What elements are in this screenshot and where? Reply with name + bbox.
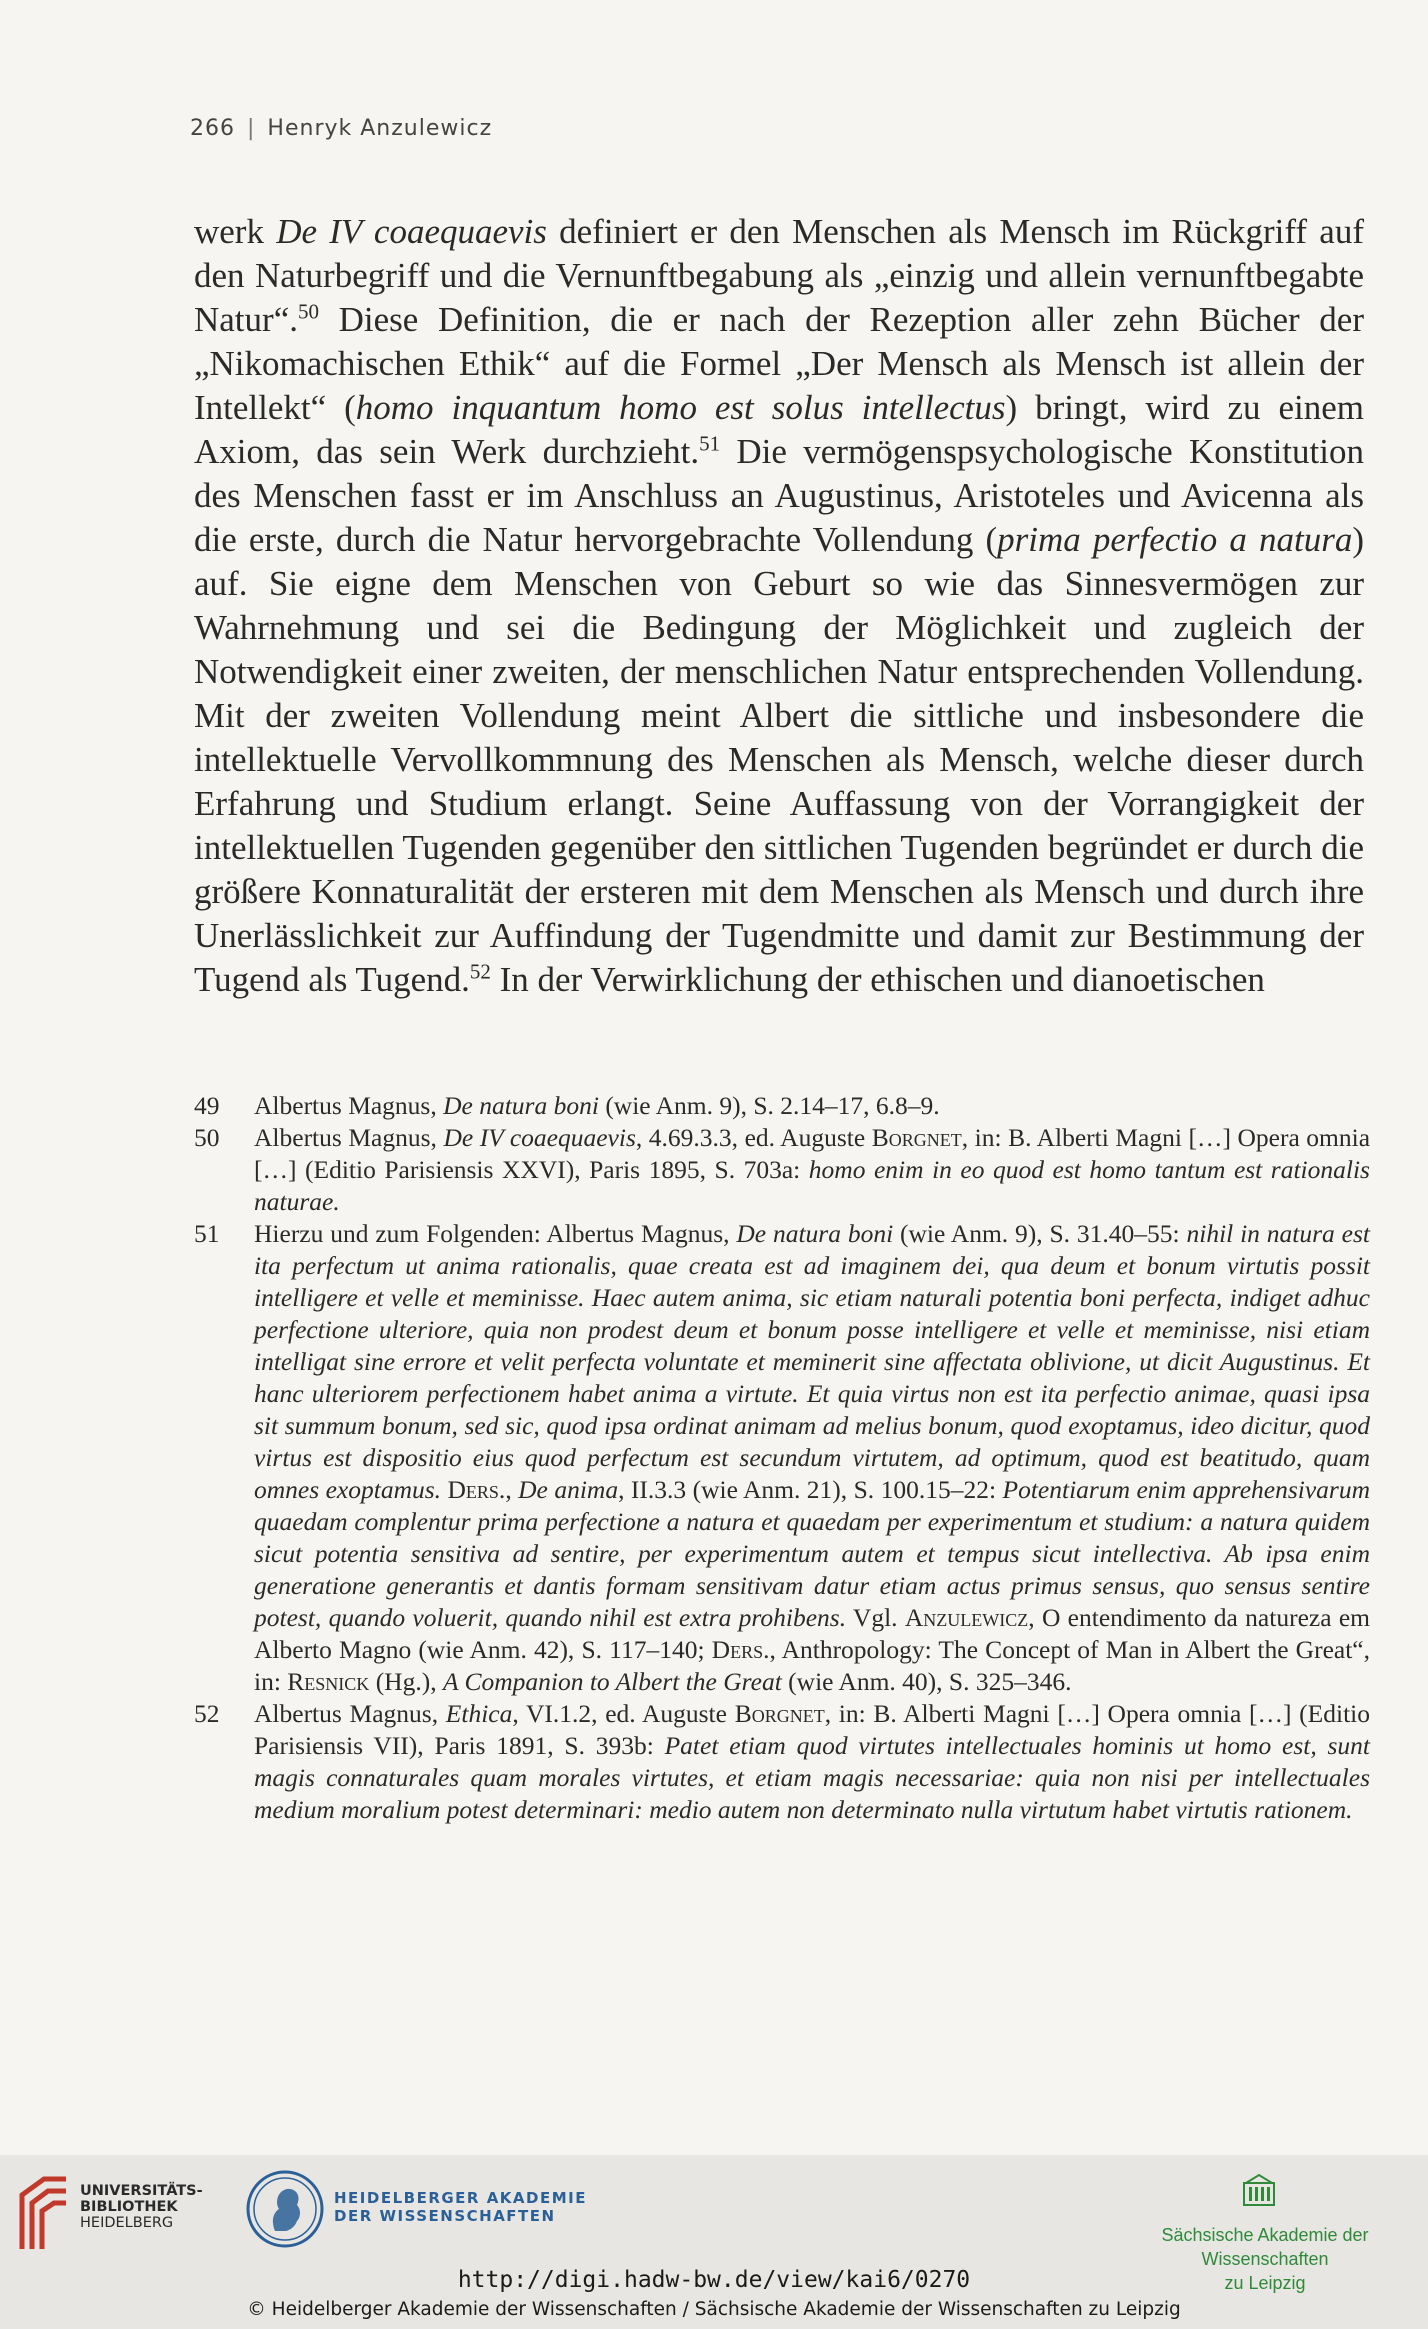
- saxon-academy-logo-icon[interactable]: [1242, 2173, 1276, 2207]
- hadw-label: HEIDELBERGER AKADEMIE DER WISSENSCHAFTEN: [334, 2189, 587, 2225]
- ub-heidelberg-label: UNIVERSITÄTS- BIBLIOTHEK HEIDELBERG: [80, 2183, 203, 2231]
- footnote-ref-52[interactable]: 52: [469, 959, 491, 984]
- digitization-banner: [0, 2155, 1428, 2329]
- footnote-50: 50 Albertus Magnus, De IV coaequaevis, 4.69.3.3, ed. Auguste Borgnet, in: B. Alberti Magni […] Opera omnia […] (Editio Parisiensis XXVI), Paris 1895, S. 703a: homo enim in eo quod est homo tantum est rationalis naturae.: [194, 1123, 1371, 1216]
- footnote-51: 51 Hierzu und zum Folgenden: Albertus Magnus, De natura boni (wie Anm. 9), S. 31.40–55: nihil in natura est ita perfectum ut anima rationalis, quae creata est ad imaginem dei, qua deum et bonum virtutis possit intelligere et velle et meminisse. Haec autem anima, sic etiam naturali potentia boni perfecta, indiget adhuc perfectione ulteriore, quia non prodest deum et bonum posse intelligere et velle et meminisse, nisi etiam intelligat sine errore et velit perfecta voluntate et meminerit sine affectata oblivione, ut dicit Augustinus. Et hanc ulteriorem perfectionem habet anima a virtute. Et quia virtus non est ita perfectio animae, quasi ipsa sit summum bonum, sed sic, quod ipsa ordinat animam ad melius bonum, quod exoptamus, ideo dicitur, quod virtus est dispositio eius quod perfectum est secundum virtutem, ad optimum, quod est beatitudo, quam omnes exoptamus. Ders., De anima, II.3.3 (wie Anm. 21), S. 100.15–22: Potentiarum enim apprehensivarum quaedam complentur prima perfectione a natura et quaedam per experimentum et studium: a natura quidem sicut potentia sensitiva ad sentire, per experimentum autem et tempus sicut intellectiva. Ab ipsa enim generatione generantis et dantis formam sensitivam datur etiam actus primus sensus, quo sensus sentire potest, quando voluerit, quando nihil est extra prohibens. Vgl. Anzulewicz, O entendimento da natureza em Alberto Magno (wie Anm. 42), S. 117–140; Ders., Anthropology: The Concept of Man in Albert the Great“, in: Resnick (Hg.), A Companion to Albert the Great (wie Anm. 40), S. 325–346.: [194, 1219, 1371, 1696]
- header-author: Henryk Anzulewicz: [267, 116, 493, 141]
- hadw-seal-icon[interactable]: [245, 2169, 325, 2249]
- header-separator: |: [247, 116, 256, 141]
- ub-heidelberg-logo-icon[interactable]: [14, 2175, 74, 2251]
- footnote-number: 50: [194, 1123, 220, 1152]
- footnote-number: 51: [194, 1219, 220, 1248]
- page-number: 266: [190, 116, 235, 141]
- running-header: [190, 116, 492, 141]
- footnote-49: 49 Albertus Magnus, De natura boni (wie Anm. 9), S. 2.14–17, 6.8–9.: [194, 1091, 940, 1120]
- footnote-number: 52: [194, 1699, 220, 1728]
- saxon-academy-label: Sächsische Akademie der Wissenschaften zu Leipzig: [1161, 2225, 1369, 2293]
- footnote-52: 52 Albertus Magnus, Ethica, VI.1.2, ed. Auguste Borgnet, in: B. Alberti Magni […] Opera omnia […] (Editio Parisiensis VII), Paris 1891, S. 393b: Patet etiam quod virtutes intellectuales hominis ut homo est, sunt magis connaturales quam morales virtutes, et etiam magis necessariae: quia non nisi per intellectuales medium moralium potest determinari: medio autem non determinato nulla virtutum habet virtutis rationem.: [194, 1699, 1370, 1824]
- copyright-notice: © Heidelberger Akademie der Wissenschaften / Sächsische Akademie der Wissenschaften zu Leipzig: [247, 2299, 1181, 2320]
- footnotes: [194, 1090, 1370, 1826]
- footnote-ref-51[interactable]: 51: [699, 431, 721, 456]
- footnote-number: 49: [194, 1091, 220, 1120]
- body-paragraph: werk De IV coaequaevis definiert er den Menschen als Mensch im Rückgriff auf den Naturbegriff und die Vernunftbegabung als „einzig und allein vernunftbegabte Natur“.$^{50}$ Diese Definition, die er nach der Rezeption aller zehn Bücher der „Nikomachischen Ethik“ auf die Formel „Der Mensch als Mensch ist allein der Intellekt“ (homo inquantum homo est solus intellectus) bringt, wird zu einem Axiom, das sein Werk durchzieht.$^{51}$ Die vermögenspsychologische Konstitution des Menschen fasst er im Anschluss an Augustinus, Aristoteles und Avicenna als die erste, durch die Natur hervorgebrachte Vollendung (prima perfectio a natura) auf. Sie eigne dem Menschen von Geburt so wie das Sinnesvermögen zur Wahrnehmung und sei die Bedingung der Möglichkeit und zugleich der Notwendigkeit einer zweiten, der menschlichen Natur entsprechenden Vollendung. Mit der zweiten Vollendung meint Albert die sittliche und insbesondere die intellektuelle Vervollkommnung des Menschen als Mensch, welche dieser durch Erfahrung und Studium erlangt. Seine Auffassung von der Vorrangigkeit der intellektuellen Tugenden gegenüber den sittlichen Tugenden begründet er durch die größere Konnaturalität der ersteren mit dem Menschen als Mensch und durch ihre Unerlässlichkeit zur Auffindung der Tugendmitte und damit zur Bestimmung der Tugend als Tugend.$^{52}$ In der Verwirklichung der ethischen und dianoetischen: [194, 212, 1365, 999]
- footnote-ref-50[interactable]: 50: [297, 299, 319, 324]
- permalink-url[interactable]: http://digi.hadw-bw.de/view/kai6/0270: [457, 2267, 971, 2293]
- main-text: [194, 210, 1364, 1002]
